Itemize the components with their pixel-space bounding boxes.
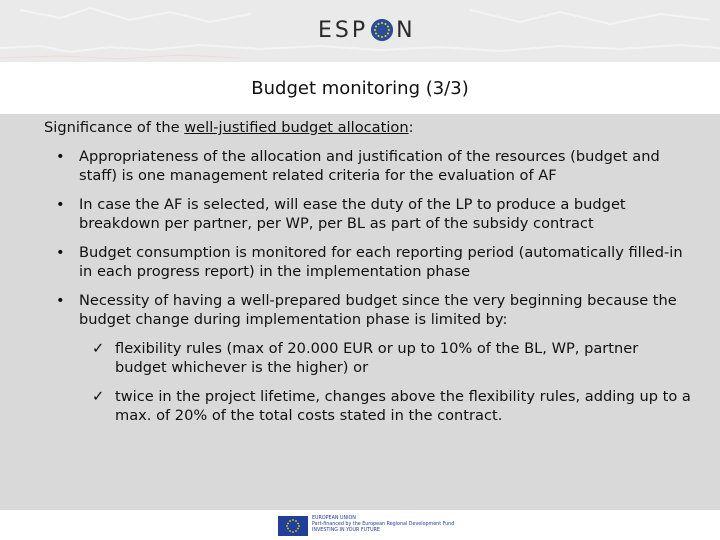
bullet-item	[44, 291, 694, 330]
bullet-item	[44, 243, 694, 282]
bullet-dot-icon: •	[56, 195, 65, 213]
bullet-text: Necessity of having a well-prepared budget since the very beginning because the budget change during implementation phase is limited by:	[79, 291, 677, 328]
checkmark-icon: ✓	[92, 339, 105, 357]
slide-content	[44, 118, 694, 435]
eu-funding-text	[312, 516, 454, 534]
eu-flag-icon	[278, 516, 308, 536]
bullet-dot-icon: •	[56, 291, 65, 309]
sub-bullet-text: flexibility rules (max of 20.000 EUR or up to 10% of the BL, WP, partner budget whichever is the higher) or	[115, 339, 639, 376]
intro-after: :	[408, 119, 414, 136]
logo-text-right: N	[396, 17, 416, 43]
sub-bullet-item	[44, 339, 694, 378]
intro-line	[44, 118, 694, 138]
eu-stars-globe-icon	[371, 19, 393, 41]
checkmark-icon: ✓	[92, 387, 105, 405]
bullet-dot-icon: •	[56, 243, 65, 261]
bullet-dot-icon: •	[56, 147, 65, 165]
title-bar	[0, 62, 720, 114]
intro-before: Significance of the	[44, 119, 185, 136]
sub-bullet-item	[44, 387, 694, 426]
eu-line-2: Part-financed by the European Regional Development Fund	[312, 522, 455, 527]
eu-line-3: INVESTING IN YOUR FUTURE	[312, 528, 380, 533]
header	[0, 0, 720, 62]
bullet-text: In case the AF is selected, will ease the duty of the LP to produce a budget breakdown per partner, per WP, per BL as part of the subsidy contract	[79, 195, 626, 232]
slide-title: Budget monitoring (3/3)	[251, 78, 469, 99]
eu-line-1: EUROPEAN UNION	[312, 516, 356, 521]
bullet-text: Budget consumption is monitored for each reporting period (automatically filled-in in each progress report) in the implementation phase	[79, 243, 683, 280]
footer	[0, 510, 720, 540]
bullet-item	[44, 195, 694, 234]
intro-underlined: well-justified budget allocation	[184, 119, 409, 136]
espon-logo	[318, 14, 416, 46]
logo-text-left: ESP	[318, 17, 369, 43]
bullet-item	[44, 147, 694, 186]
bullet-text: Appropriateness of the allocation and justification of the resources (budget and staff) is one management related criteria for the evaluation of AF	[79, 147, 660, 184]
sub-bullet-text: twice in the project lifetime, changes above the flexibility rules, adding up to a max. of 20% of the total costs stated in the contract.	[115, 387, 691, 424]
